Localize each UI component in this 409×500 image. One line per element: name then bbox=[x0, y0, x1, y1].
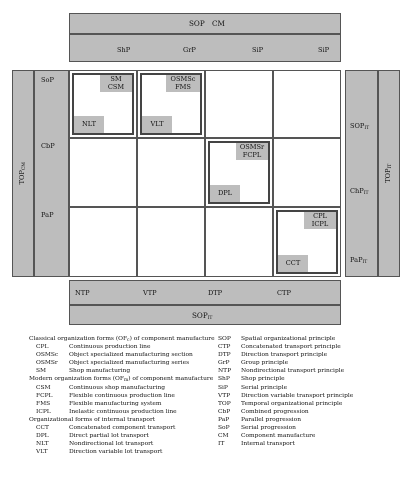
bottom-col-2: VTP bbox=[143, 289, 157, 297]
right-row-2: ChP$_{IT}$ bbox=[350, 187, 369, 196]
legend-abbr: VTP bbox=[218, 392, 231, 399]
top-col-1: ShP bbox=[117, 46, 131, 54]
legend-definition: Direction variable lot transport bbox=[69, 449, 163, 456]
legend-item bbox=[29, 359, 207, 367]
cell-r3-c3 bbox=[205, 207, 273, 277]
box-r2c3-top-label: OSMSr FCPL bbox=[236, 143, 268, 160]
right-row-3: PaP$_{IT}$ bbox=[350, 256, 368, 265]
top-title-a: SOP bbox=[189, 19, 205, 28]
cell-r3-c1 bbox=[69, 207, 137, 277]
legend-heading bbox=[29, 416, 207, 424]
legend-abbr: DTP bbox=[218, 352, 231, 359]
legend-abbr: OSMSr bbox=[36, 360, 58, 367]
legend-item bbox=[218, 367, 398, 375]
legend-abbr: SOP bbox=[218, 336, 231, 342]
legend-definition: Component manufacture bbox=[241, 433, 316, 440]
bottom-title-bar bbox=[69, 305, 341, 325]
legend-definition: Object specialized manufacturing section bbox=[69, 352, 193, 359]
legend-definition: Direct partial lot transport bbox=[69, 433, 149, 440]
legend-definition: Flexible manufacturing system bbox=[69, 400, 162, 407]
legend-heading bbox=[29, 375, 214, 384]
right-outer-bar bbox=[378, 70, 400, 277]
legend-definition: Nondirectional lot transport bbox=[69, 441, 154, 448]
legend-item bbox=[29, 392, 207, 400]
legend-left bbox=[29, 335, 215, 456]
legend-definition: Concatenated component transport bbox=[69, 425, 176, 432]
left-row-1: SoP bbox=[41, 76, 54, 84]
legend-definition: Temporal organizational principle bbox=[241, 400, 343, 407]
legend-item bbox=[218, 424, 398, 432]
legend-item bbox=[29, 424, 207, 432]
left-outer-bar bbox=[12, 70, 34, 277]
legend-abbr: DPL bbox=[36, 433, 49, 440]
legend-item bbox=[218, 359, 398, 367]
top-columns-bar bbox=[69, 34, 341, 62]
legend-abbr: CCT bbox=[36, 425, 49, 432]
legend-item bbox=[218, 400, 398, 408]
legend-definition: Combined progression bbox=[241, 408, 309, 415]
legend-heading-text: Organizational forms of internal transport bbox=[29, 416, 156, 423]
legend-definition: Shop manufacturing bbox=[69, 368, 131, 375]
top-title-b: CM bbox=[212, 19, 225, 28]
top-col-2: GrP bbox=[183, 46, 196, 54]
cell-r1-c3 bbox=[205, 70, 273, 138]
left-rows-bar bbox=[34, 70, 69, 277]
legend-abbr: CM bbox=[218, 433, 229, 440]
legend-definition: Concatenated transport principle bbox=[241, 344, 341, 351]
legend-item bbox=[218, 343, 398, 351]
box-r1c1-top-label: SM CSM bbox=[100, 75, 132, 92]
top-header bbox=[69, 13, 341, 34]
legend-heading-text: Classical organization forms $(OF_c)$ of component manufacture bbox=[29, 336, 215, 343]
cell-r2-c1 bbox=[69, 138, 137, 207]
legend-abbr: SiP bbox=[218, 384, 228, 391]
box-section-manufacturing bbox=[140, 73, 202, 135]
bottom-title: $SOP_{IT}$ bbox=[192, 311, 213, 321]
right-rows-bar bbox=[345, 70, 378, 277]
legend-abbr: CbP bbox=[218, 408, 231, 415]
legend-item bbox=[218, 408, 398, 416]
legend-item bbox=[218, 432, 398, 440]
legend-item bbox=[218, 416, 398, 424]
legend-abbr: PaP bbox=[218, 416, 230, 423]
box-r1c2-bottom-label: VLT bbox=[142, 116, 172, 133]
legend-item bbox=[29, 367, 207, 375]
legend-definition: Shop principle bbox=[241, 376, 285, 383]
legend-abbr: SM bbox=[36, 368, 47, 375]
legend-item bbox=[29, 440, 207, 448]
bottom-col-1: NTP bbox=[75, 289, 90, 297]
legend-item bbox=[29, 351, 207, 359]
legend-abbr: NTP bbox=[218, 368, 232, 375]
legend-heading bbox=[29, 335, 215, 343]
legend-definition: Serial principle bbox=[241, 384, 288, 391]
legend-definition: Nondirectional transport principle bbox=[241, 368, 345, 375]
legend-abbr: ICPL bbox=[36, 408, 51, 415]
legend-heading-text: Modern organization forms $(OF_m)$ of component manufacture bbox=[29, 376, 214, 384]
cell-r1-c4 bbox=[273, 70, 341, 138]
legend-right bbox=[218, 335, 398, 448]
legend-item bbox=[29, 400, 207, 408]
box-r3c4-bottom-label: CCT bbox=[278, 255, 308, 272]
box-shop-manufacturing bbox=[72, 73, 134, 135]
legend-abbr: GrP bbox=[218, 360, 230, 367]
legend-abbr: NLT bbox=[36, 441, 49, 448]
legend-abbr: CSM bbox=[36, 384, 51, 391]
legend-abbr: FCPL bbox=[36, 392, 53, 399]
legend-item bbox=[29, 343, 207, 351]
box-production-line bbox=[276, 210, 338, 274]
legend-item bbox=[218, 384, 398, 392]
right-title: $TOP_{IT}$ bbox=[383, 163, 393, 183]
legend-abbr: SoP bbox=[218, 425, 230, 432]
legend-abbr: CPL bbox=[36, 344, 49, 351]
bottom-col-4: CTP bbox=[277, 289, 291, 297]
legend-abbr: IT bbox=[218, 441, 225, 448]
legend-definition: Continuous shop manufacturing bbox=[69, 384, 166, 391]
legend-abbr: TOP bbox=[218, 400, 231, 407]
bottom-columns-bar bbox=[69, 280, 341, 305]
legend-item bbox=[218, 375, 398, 383]
box-r3c4-top-label: CPL ICPL bbox=[304, 212, 336, 229]
box-r1c1-bottom-label: NLT bbox=[74, 116, 104, 133]
legend-definition: Direction variable transport principle bbox=[241, 392, 354, 399]
box-series-manufacturing bbox=[208, 141, 270, 204]
legend-definition: Object specialized manufacturing series bbox=[69, 360, 190, 367]
legend-definition: Continuous production line bbox=[69, 344, 151, 351]
legend-definition: Group principle bbox=[241, 360, 289, 367]
legend-item bbox=[29, 384, 207, 392]
legend-definition: Spatial organizational principle bbox=[241, 336, 336, 342]
legend-item bbox=[29, 448, 207, 456]
cell-r2-c4 bbox=[273, 138, 341, 207]
left-row-2: CbP bbox=[41, 142, 55, 150]
legend-abbr: CTP bbox=[218, 344, 231, 351]
legend-definition: Serial progression bbox=[241, 425, 296, 432]
legend-item bbox=[218, 335, 398, 343]
legend-item bbox=[218, 392, 398, 400]
box-r1c2-top-label: OSMSc FMS bbox=[166, 75, 200, 92]
left-row-3: PaP bbox=[41, 211, 54, 219]
legend-abbr: OSMSc bbox=[36, 352, 59, 359]
legend-definition: Internal transport bbox=[241, 441, 295, 448]
box-r2c3-bottom-label: DPL bbox=[210, 185, 240, 202]
left-title: $TOP_{CM}$ bbox=[17, 162, 27, 185]
legend-definition: Parallel progression bbox=[241, 416, 302, 423]
legend-definition: Inelastic continuous production line bbox=[69, 408, 177, 415]
legend-item bbox=[218, 351, 398, 359]
cell-r2-c2 bbox=[137, 138, 205, 207]
legend-definition: Direction transport principle bbox=[241, 352, 328, 359]
legend-item bbox=[29, 408, 207, 416]
legend-item bbox=[29, 432, 207, 440]
legend-item bbox=[218, 440, 398, 448]
top-col-4: SiP bbox=[318, 46, 330, 54]
legend-abbr: ShP bbox=[218, 376, 230, 383]
legend-abbr: FMS bbox=[36, 400, 51, 407]
cell-r3-c2 bbox=[137, 207, 205, 277]
right-row-1: $SOP_{IT}$ bbox=[350, 122, 370, 131]
bottom-col-3: DTP bbox=[208, 289, 223, 297]
legend-definition: Flexible continuous production line bbox=[69, 392, 175, 399]
legend-abbr: VLT bbox=[36, 449, 48, 456]
top-col-3: SiP bbox=[252, 46, 264, 54]
